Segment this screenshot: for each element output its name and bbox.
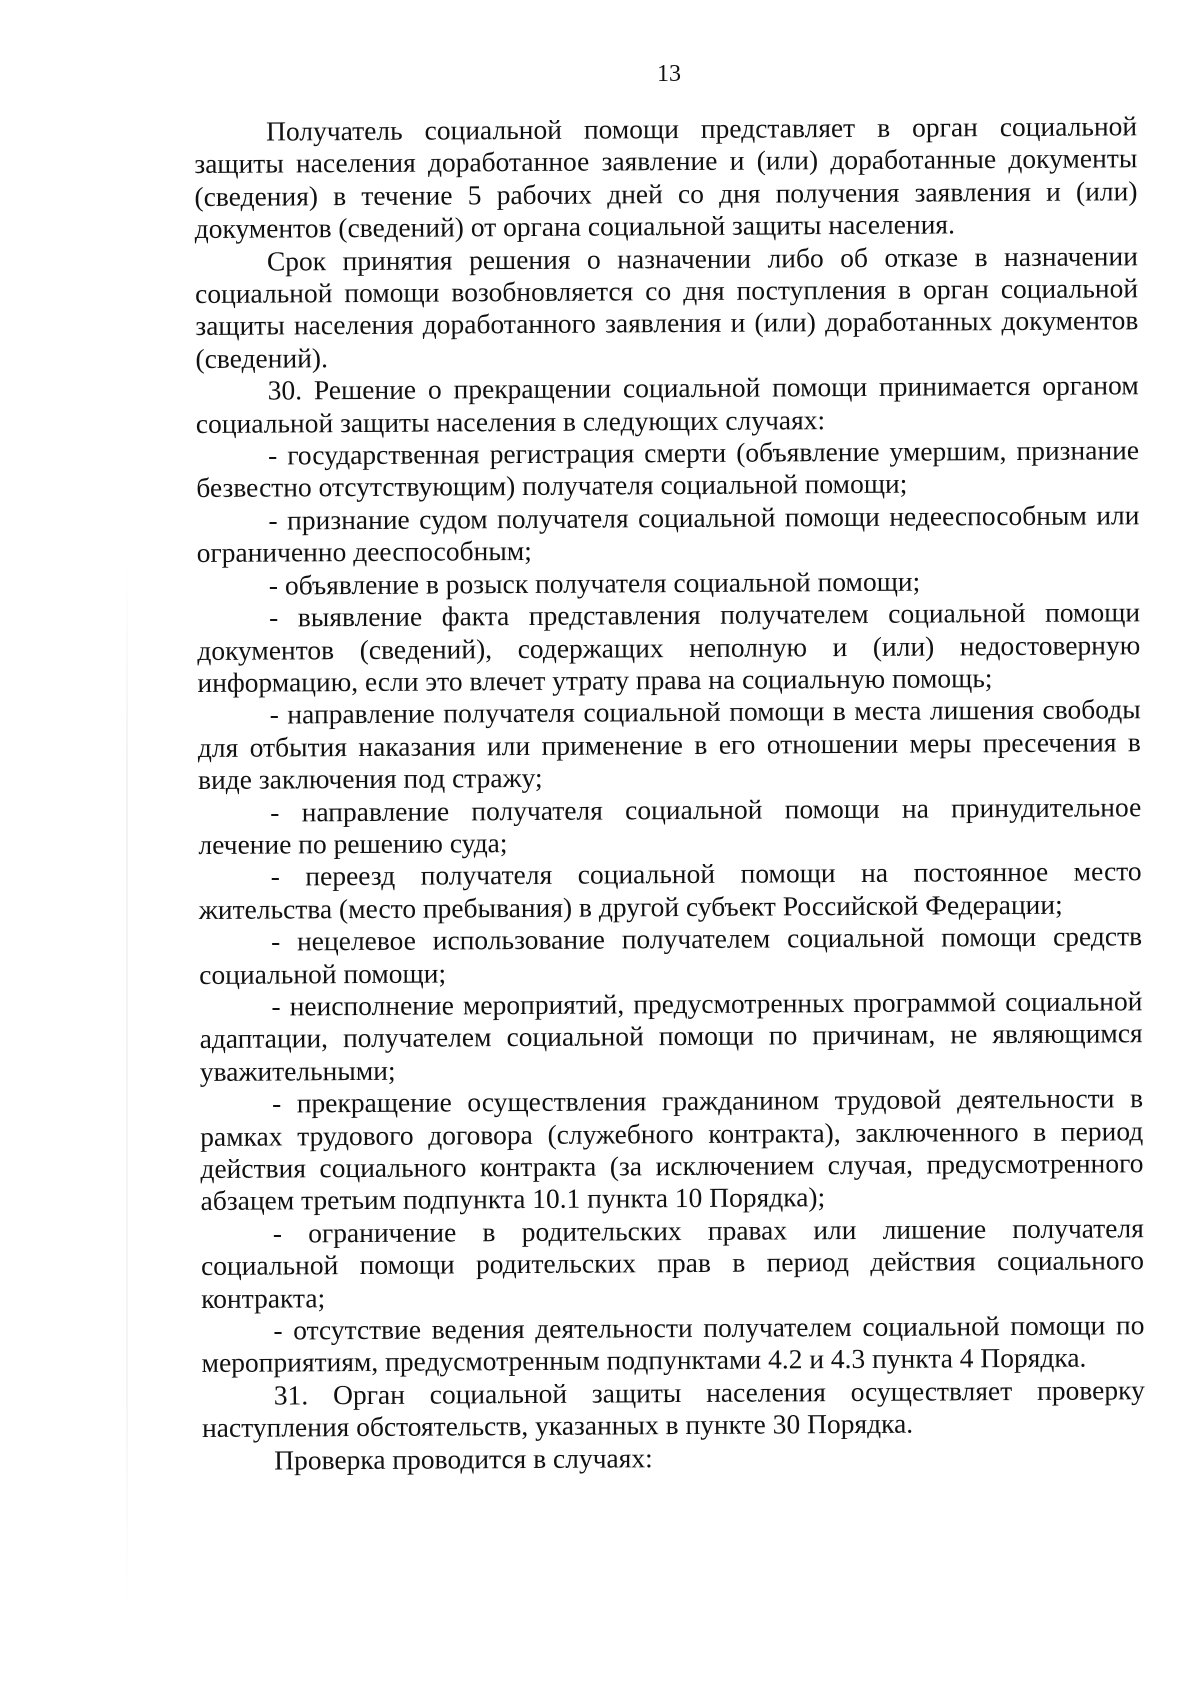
- list-item-non-fulfillment: - неисполнение мероприятий, предусмотренных программой социальной адаптации, получателем социальной помощи по причинам, не являющимся уважительными;: [199, 985, 1143, 1087]
- list-item-no-activity: - отсутствие ведения деятельности получателем социальной помощи по мероприятиям, предусмотренным подпунктами 4.2 и 4.3 пункта 4 Порядка.: [201, 1309, 1145, 1379]
- list-item-employment-termination: - прекращение осуществления гражданином трудовой деятельности в рамках трудового договора (служебного контракта), заключенного в период действия социального контракта (за исключением случая, предусмотренного абзацем третьим подпункта 10.1 пункта 10 Порядка);: [200, 1082, 1144, 1217]
- paragraph-item-30: 30. Решение о прекращении социальной помощи принимается органом социальной защиты населения в следующих случаях:: [195, 369, 1139, 439]
- list-item-wanted: - объявление в розыск получателя социальной помощи;: [268, 565, 921, 601]
- paragraph-decision-term-resumes: Срок принятия решения о назначении либо об отказе в назначении социальной помощи возобновляется со дня поступления в орган социальной защиты населения доработанного заявления и (или) доработанных документов (сведений).: [194, 239, 1139, 374]
- list-item-misuse-of-funds: - нецелевое использование получателем социальной помощи средств социальной помощи;: [199, 920, 1143, 990]
- list-item-compulsory-treatment: - направление получателя социальной помощи на принудительное лечение по решению суда;: [198, 790, 1142, 860]
- page-number: 13: [657, 61, 681, 87]
- paragraph-item-31: 31. Орган социальной защиты населения осуществляет проверку наступления обстоятельств, указанных в пункте 30 Порядка.: [201, 1374, 1145, 1444]
- list-item-relocation: - переезд получателя социальной помощи на постоянное место жительства (место пребывания) в другой субъект Российской Федерации;: [198, 855, 1142, 925]
- paragraph-check-cases: Проверка проводится в случаях:: [274, 1441, 653, 1476]
- list-item-death-registration: - государственная регистрация смерти (объявление умершим, признание безвестно отсутствующим) получателя социальной помощи;: [196, 434, 1140, 504]
- list-item-imprisonment: - направление получателя социальной помощи в места лишения свободы для отбытия наказания или применение в его отношении меры пресечения в виде заключения под стражу;: [197, 693, 1141, 796]
- list-item-parental-rights: - ограничение в родительских правах или лишение получателя социальной помощи родительских прав в период действия социального контракта;: [200, 1212, 1145, 1314]
- document-body: [194, 110, 1145, 1477]
- scan-edge-shadow: [126, 560, 128, 1610]
- paragraph-recipient-submits: Получатель социальной помощи представляет в орган социальной защиты населения доработанное заявление и (или) доработанные документы (сведения) в течение 5 рабочих дней со дня получения заявления и (или) документов (сведений) от органа социальной защиты населения.: [194, 110, 1138, 245]
- list-item-incapacity: - признание судом получателя социальной помощи недееспособным или ограниченно дееспособным;: [196, 499, 1140, 569]
- list-item-false-documents: - выявление факта представления получателем социальной помощи документов (сведений), содержащих неполную и (или) недостоверную информацию, если это влечет утрату права на социальную помощь;: [197, 596, 1141, 698]
